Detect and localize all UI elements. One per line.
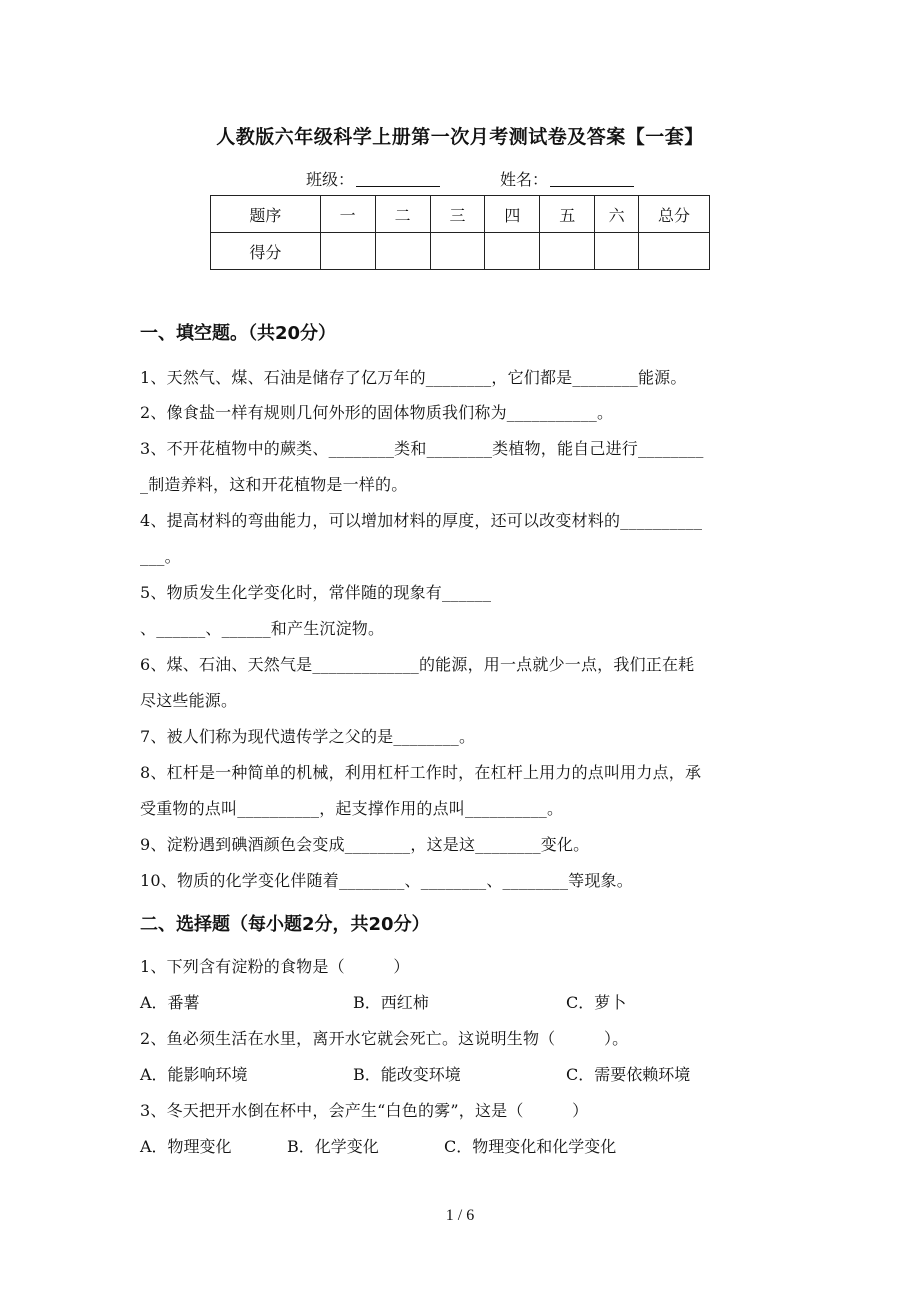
question-stem: 2、鱼必须生活在水里，离开水它就会死亡。这说明生物（ ）。 xyxy=(140,1029,629,1048)
fill-blank-line: ___。 xyxy=(140,547,181,566)
fill-blank-line: 10、物质的化学变化伴随着________、________、________等现象。 xyxy=(140,871,633,890)
name-blank[interactable] xyxy=(550,170,634,187)
fill-blank-line: 3、不开花植物中的蕨类、________类和________类植物，能自己进行________ xyxy=(140,439,704,458)
score-cell[interactable] xyxy=(540,233,595,270)
section2-heading: 二、选择题（每小题2分，共20分） xyxy=(140,914,430,935)
fill-blank-line: 受重物的点叫__________，起支撑作用的点叫__________。 xyxy=(140,799,564,818)
option-b[interactable]: B．能改变环境 xyxy=(353,1065,461,1084)
exam-title: 人教版六年级科学上册第一次月考测试卷及答案【一套】 xyxy=(216,126,704,148)
score-header-cell: 总分 xyxy=(639,196,710,233)
class-field xyxy=(306,167,440,190)
score-header-cell: 三 xyxy=(430,196,485,233)
score-header-cell: 四 xyxy=(485,196,540,233)
score-header-cell: 二 xyxy=(375,196,430,233)
fill-blank-line: 8、杠杆是一种简单的机械，利用杠杆工作时，在杠杆上用力的点叫用力点，承 xyxy=(140,763,702,782)
score-header-cell: 一 xyxy=(320,196,375,233)
fill-blank-line: 6、煤、石油、天然气是_____________的能源，用一点就少一点，我们正在耗 xyxy=(140,655,695,674)
name-field xyxy=(500,167,634,190)
question-stem: 1、下列含有淀粉的食物是（ ） xyxy=(140,957,410,976)
score-table-header-row xyxy=(211,196,710,233)
score-cell[interactable] xyxy=(430,233,485,270)
name-label: 姓名： xyxy=(500,170,549,189)
page-number: 1 / 6 xyxy=(445,1207,475,1224)
option-a[interactable]: A．能影响环境 xyxy=(140,1065,248,1084)
fill-blank-line: _制造养料，这和开花植物是一样的。 xyxy=(140,475,408,494)
score-cell[interactable] xyxy=(595,233,639,270)
fill-blank-line: 、______、______和产生沉淀物。 xyxy=(140,619,385,638)
score-table-score-row xyxy=(211,233,710,270)
fill-blank-line: 2、像食盐一样有规则几何外形的固体物质我们称为___________。 xyxy=(140,403,614,422)
score-table xyxy=(210,195,710,270)
fill-blank-line: 4、提高材料的弯曲能力，可以增加材料的厚度，还可以改变材料的__________ xyxy=(140,511,703,530)
fill-blank-line: 尽这些能源。 xyxy=(140,691,238,710)
score-cell[interactable] xyxy=(639,233,710,270)
fill-blank-line: 5、物质发生化学变化时，常伴随的现象有______ xyxy=(140,583,492,602)
class-blank[interactable] xyxy=(356,170,440,187)
option-c[interactable]: C．物理变化和化学变化 xyxy=(444,1137,617,1156)
score-header-cell: 六 xyxy=(595,196,639,233)
option-b[interactable]: B．化学变化 xyxy=(287,1137,379,1156)
score-cell[interactable] xyxy=(485,233,540,270)
option-a[interactable]: A．番薯 xyxy=(140,993,200,1012)
score-header-cell: 五 xyxy=(540,196,595,233)
question-stem: 3、冬天把开水倒在杯中，会产生“白色的雾”，这是（ ） xyxy=(140,1101,589,1120)
fill-blank-line: 9、淀粉遇到碘酒颜色会变成________，这是这________变化。 xyxy=(140,835,590,854)
section1-heading: 一、填空题。（共20分） xyxy=(140,323,337,344)
fill-blank-line: 7、被人们称为现代遗传学之父的是________。 xyxy=(140,727,476,746)
score-header-cell: 题序 xyxy=(211,196,321,233)
class-label: 班级： xyxy=(306,170,355,189)
option-a[interactable]: A．物理变化 xyxy=(140,1137,232,1156)
score-cell[interactable] xyxy=(375,233,430,270)
score-cell[interactable] xyxy=(320,233,375,270)
option-b[interactable]: B．西红柿 xyxy=(353,993,429,1012)
option-c[interactable]: C．需要依赖环境 xyxy=(566,1065,691,1084)
score-row-label: 得分 xyxy=(211,233,321,270)
option-c[interactable]: C．萝卜 xyxy=(566,993,627,1012)
fill-blank-line: 1、天然气、煤、石油是储存了亿万年的________，它们都是________能源。 xyxy=(140,368,687,387)
